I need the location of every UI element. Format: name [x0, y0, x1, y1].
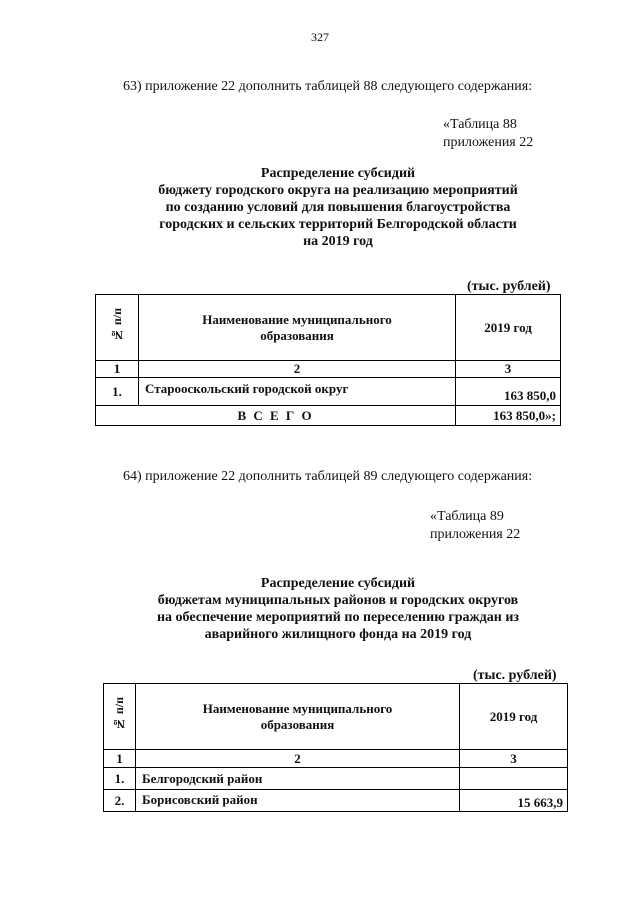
title-line: по созданию условий для повышения благоустройства — [165, 200, 511, 215]
page-number: 327 — [311, 30, 329, 44]
title-line: бюджетам муниципальных районов и городских округов — [157, 593, 519, 608]
total-label: В С Е Г О — [96, 406, 456, 426]
row-number: 2. — [104, 790, 136, 812]
table-reference-88 — [443, 116, 533, 152]
title-line: городских и сельских территорий Белгородской области — [159, 217, 517, 232]
row-name: Борисовский район — [136, 790, 460, 812]
units-label: (тыс. рублей) — [467, 279, 551, 294]
header-number: № п/п — [112, 697, 126, 732]
paragraph-64: 64) приложение 22 дополнить таблицей 89 следующего содержания: — [123, 469, 533, 484]
row-value: 163 850,0 — [456, 378, 561, 406]
title-line: аварийного жилищного фонда на 2019 год — [204, 627, 472, 642]
column-number-cell: 2 — [136, 750, 460, 768]
table-reference-appendix: приложения 22 — [430, 527, 521, 542]
header-number-cell — [96, 295, 139, 361]
column-number-cell: 1 — [96, 361, 139, 378]
header-number: № п/п — [109, 308, 124, 343]
row-name: Старооскольский городской округ — [139, 378, 456, 406]
table-reference-89 — [430, 508, 520, 544]
header-year: 2019 год — [460, 684, 568, 750]
header-name-cell — [139, 295, 456, 361]
paragraph-63: 63) приложение 22 дополнить таблицей 88 следующего содержания: — [123, 79, 533, 94]
header-name-line: образования — [260, 716, 335, 732]
title-line: на обеспечение мероприятий по переселению граждан из — [156, 610, 520, 625]
row-number: 1. — [104, 768, 136, 790]
table-reference-number: «Таблица 89 — [430, 509, 504, 524]
header-name-line: Наименование муниципального — [202, 311, 392, 327]
column-number-cell: 3 — [456, 361, 561, 378]
table-reference-appendix: приложения 22 — [443, 135, 534, 150]
table-reference-number: «Таблица 88 — [443, 117, 517, 132]
row-value: 15 663,9 — [460, 790, 568, 812]
title-line: бюджету городского округа на реализацию мероприятий — [158, 183, 518, 198]
table-89 — [103, 683, 568, 812]
header-name-line: образования — [260, 327, 334, 343]
column-number-cell: 3 — [460, 750, 568, 768]
title-line: Распределение субсидий — [260, 166, 416, 181]
header-number-cell — [104, 684, 136, 750]
title-line: на 2019 год — [303, 234, 373, 249]
row-value — [460, 768, 568, 790]
table-88 — [95, 294, 561, 426]
table-88-title — [0, 165, 640, 250]
header-name-cell — [136, 684, 460, 750]
title-line: Распределение субсидий — [260, 576, 416, 591]
column-number-cell: 1 — [104, 750, 136, 768]
row-name: Белгородский район — [136, 768, 460, 790]
header-year: 2019 год — [456, 295, 561, 361]
units-label: (тыс. рублей) — [473, 668, 557, 683]
table-89-title — [0, 575, 640, 643]
total-value: 163 850,0»; — [456, 406, 561, 426]
row-number: 1. — [96, 378, 139, 406]
header-name-line: Наименование муниципального — [202, 700, 393, 716]
column-number-cell: 2 — [139, 361, 456, 378]
